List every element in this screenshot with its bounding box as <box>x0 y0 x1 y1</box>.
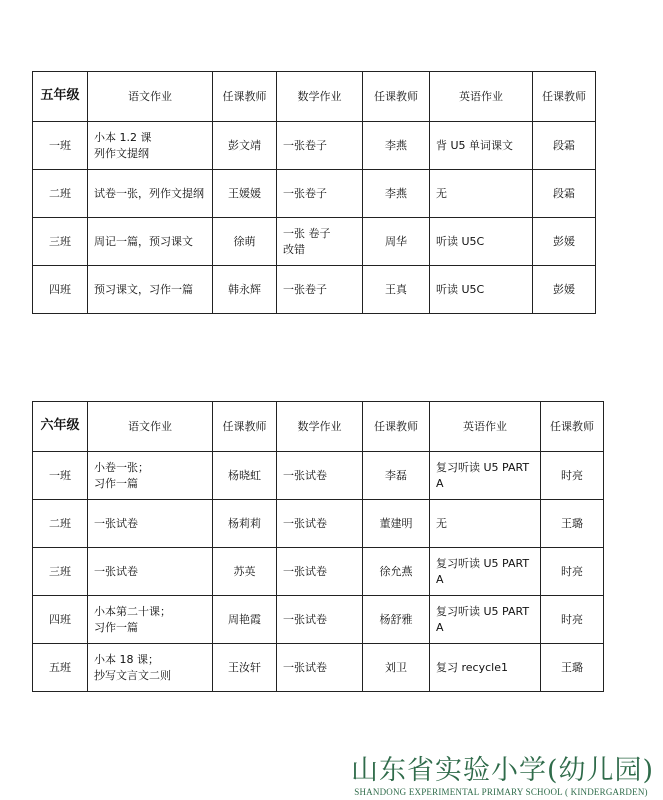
class-name: 四班 <box>33 266 88 314</box>
table-row <box>33 218 596 266</box>
english-teacher: 彭媛 <box>533 218 596 266</box>
table-header-row <box>33 402 604 452</box>
table-row <box>33 452 604 500</box>
english-teacher: 王璐 <box>541 644 604 692</box>
english-homework: 无 <box>430 170 533 218</box>
math-teacher: 董建明 <box>363 500 430 548</box>
class-name: 二班 <box>33 170 88 218</box>
table-row <box>33 548 604 596</box>
math-teacher: 李燕 <box>363 170 430 218</box>
chinese-homework: 小本 18 课； 抄写文言文二则 <box>88 644 213 692</box>
math-teacher: 李燕 <box>363 122 430 170</box>
school-name-en: SHANDONG EXPERIMENTAL PRIMARY SCHOOL ( KINDERGARDEN) <box>354 787 648 797</box>
column-header-english: 英语作业 <box>430 402 541 452</box>
chinese-teacher: 杨晓虹 <box>213 452 277 500</box>
column-header-teacher: 任课教师 <box>363 72 430 122</box>
chinese-teacher: 王汝轩 <box>213 644 277 692</box>
english-teacher: 王璐 <box>541 500 604 548</box>
chinese-homework: 一张试卷 <box>88 548 213 596</box>
english-teacher: 时亮 <box>541 452 604 500</box>
math-homework: 一张试卷 <box>277 596 363 644</box>
chinese-homework: 试卷一张，列作文提纲 <box>88 170 213 218</box>
chinese-homework: 一张试卷 <box>88 500 213 548</box>
school-name-cn: 山东省实验小学(幼儿园) <box>351 755 655 786</box>
table-row <box>33 266 596 314</box>
table-row <box>33 500 604 548</box>
math-teacher: 徐允燕 <box>363 548 430 596</box>
grade-label: 六年级 <box>33 402 88 452</box>
english-homework: 复习听读 U5 PART A <box>430 548 541 596</box>
table-row <box>33 122 596 170</box>
math-homework: 一张试卷 <box>277 548 363 596</box>
math-homework: 一张试卷 <box>277 644 363 692</box>
grade6-homework-table <box>32 401 604 692</box>
chinese-teacher: 王媛媛 <box>213 170 277 218</box>
chinese-teacher: 苏英 <box>213 548 277 596</box>
class-name: 一班 <box>33 452 88 500</box>
chinese-homework: 周记一篇，预习课文 <box>88 218 213 266</box>
column-header-math: 数学作业 <box>277 402 363 452</box>
chinese-teacher: 杨莉莉 <box>213 500 277 548</box>
english-homework: 听读 U5C <box>430 266 533 314</box>
column-header-teacher: 任课教师 <box>541 402 604 452</box>
table-header-row <box>33 72 596 122</box>
table-row <box>33 644 604 692</box>
chinese-teacher: 彭文靖 <box>213 122 277 170</box>
table-row <box>33 170 596 218</box>
math-teacher: 刘卫 <box>363 644 430 692</box>
english-teacher: 段霜 <box>533 170 596 218</box>
column-header-english: 英语作业 <box>430 72 533 122</box>
english-homework: 听读 U5C <box>430 218 533 266</box>
math-teacher: 周华 <box>363 218 430 266</box>
english-teacher: 时亮 <box>541 596 604 644</box>
math-homework: 一张卷子 <box>277 266 363 314</box>
chinese-teacher: 徐萌 <box>213 218 277 266</box>
column-header-teacher: 任课教师 <box>363 402 430 452</box>
chinese-homework: 小卷一张； 习作一篇 <box>88 452 213 500</box>
school-watermark <box>351 748 655 797</box>
chinese-teacher: 周艳霞 <box>213 596 277 644</box>
english-homework: 复习 recycle1 <box>430 644 541 692</box>
class-name: 二班 <box>33 500 88 548</box>
math-teacher: 王真 <box>363 266 430 314</box>
english-teacher: 彭媛 <box>533 266 596 314</box>
english-homework: 复习听读 U5 PART A <box>430 596 541 644</box>
chinese-homework: 小本 1.2 课 列作文提纲 <box>88 122 213 170</box>
math-homework: 一张卷子 <box>277 122 363 170</box>
chinese-homework: 小本第二十课； 习作一篇 <box>88 596 213 644</box>
column-header-chinese: 语文作业 <box>88 402 213 452</box>
column-header-teacher: 任课教师 <box>213 72 277 122</box>
class-name: 一班 <box>33 122 88 170</box>
chinese-homework: 预习课文，习作一篇 <box>88 266 213 314</box>
class-name: 四班 <box>33 596 88 644</box>
column-header-chinese: 语文作业 <box>88 72 213 122</box>
english-homework: 背 U5 单词课文 <box>430 122 533 170</box>
column-header-teacher: 任课教师 <box>533 72 596 122</box>
table-row <box>33 596 604 644</box>
english-homework: 复习听读 U5 PART A <box>430 452 541 500</box>
math-homework: 一张试卷 <box>277 452 363 500</box>
math-homework: 一张 卷子 改错 <box>277 218 363 266</box>
column-header-math: 数学作业 <box>277 72 363 122</box>
math-homework: 一张卷子 <box>277 170 363 218</box>
math-teacher: 李磊 <box>363 452 430 500</box>
english-teacher: 时亮 <box>541 548 604 596</box>
grade-label: 五年级 <box>33 72 88 122</box>
class-name: 三班 <box>33 218 88 266</box>
grade5-homework-table <box>32 71 596 314</box>
english-homework: 无 <box>430 500 541 548</box>
english-teacher: 段霜 <box>533 122 596 170</box>
class-name: 五班 <box>33 644 88 692</box>
math-homework: 一张试卷 <box>277 500 363 548</box>
math-teacher: 杨舒雅 <box>363 596 430 644</box>
class-name: 三班 <box>33 548 88 596</box>
column-header-teacher: 任课教师 <box>213 402 277 452</box>
chinese-teacher: 韩永辉 <box>213 266 277 314</box>
